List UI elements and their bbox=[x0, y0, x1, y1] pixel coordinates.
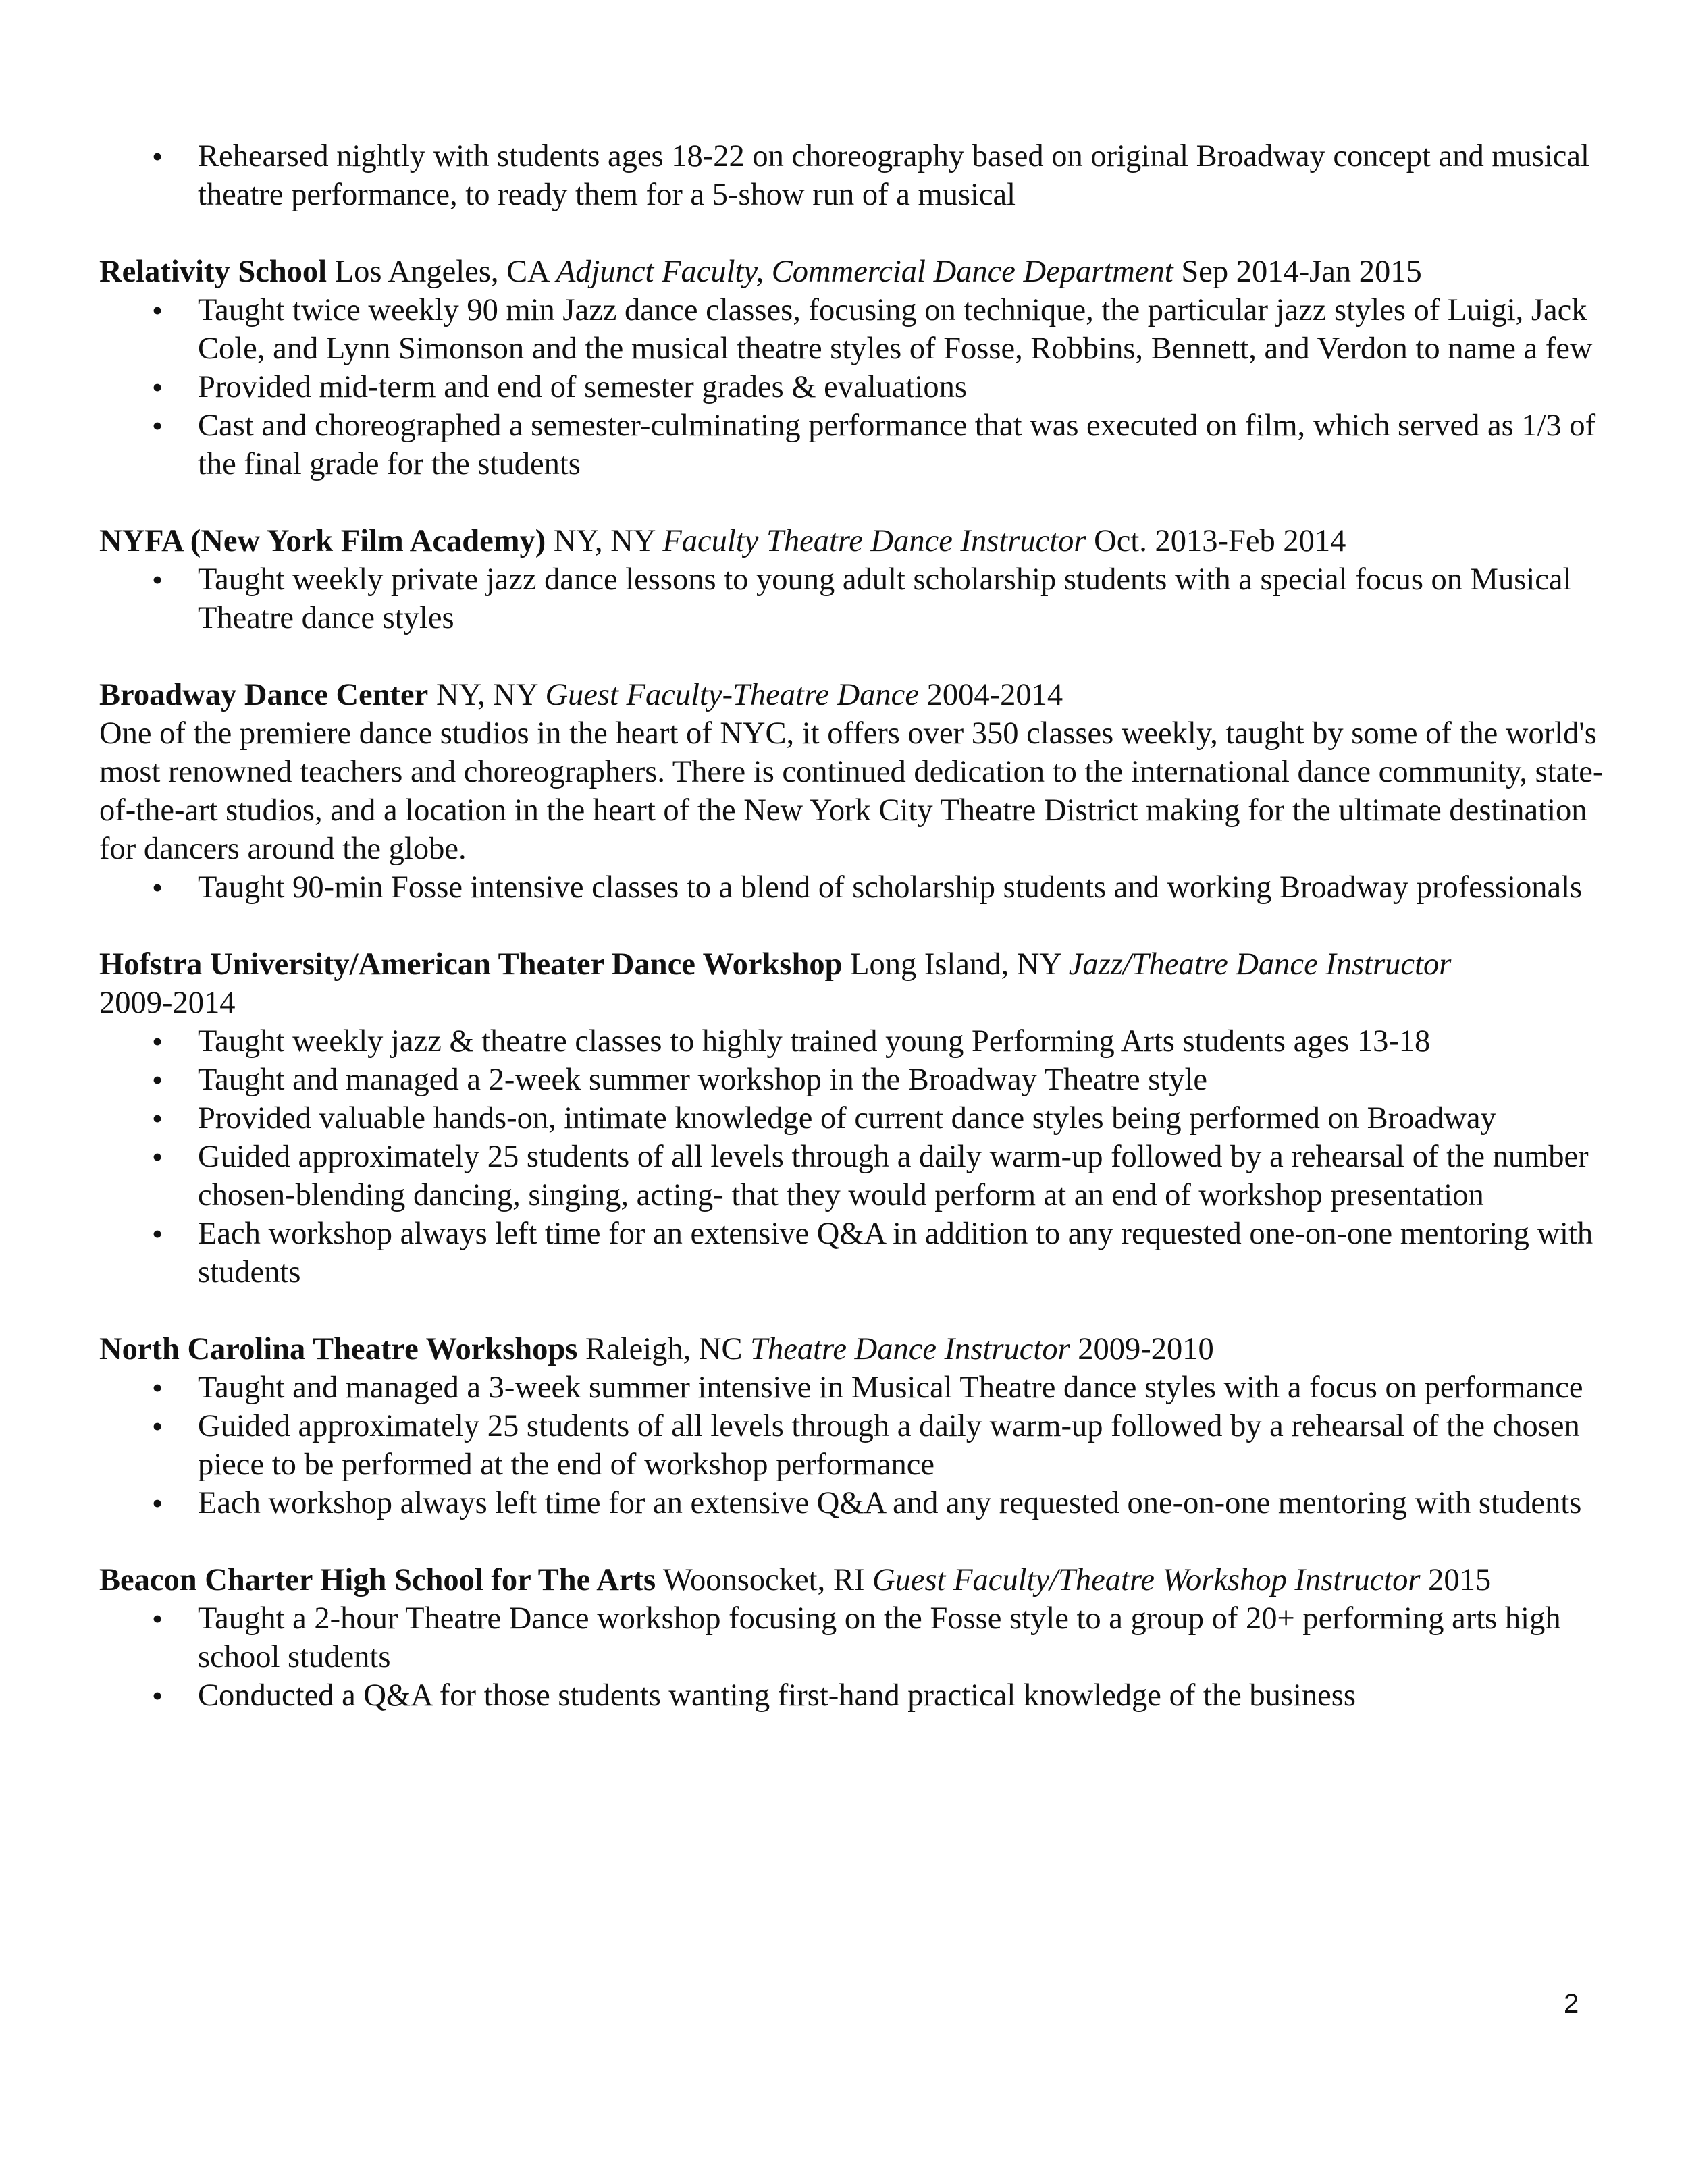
org-name: NYFA (New York Film Academy) bbox=[99, 524, 546, 558]
entry-heading bbox=[99, 522, 1605, 560]
bullet-text: Each workshop always left time for an extensive Q&A and any requested one-on-one mentoring with students bbox=[198, 1486, 1582, 1520]
bullet-list bbox=[99, 1022, 1605, 1291]
bullet-list bbox=[99, 291, 1605, 483]
entry-heading bbox=[99, 676, 1605, 714]
role-title: Adjunct Faculty, Commercial Dance Department bbox=[556, 255, 1173, 289]
list-item bbox=[99, 137, 1605, 214]
bullet-text: Taught twice weekly 90 min Jazz dance classes, focusing on technique, the particular jazz styles of Luigi, Jack Cole, and Lynn Simonson and the musical theatre styles of Fosse, Robbins, Bennett, and Verdon to name a few bbox=[198, 293, 1593, 366]
bullet-text: Taught weekly jazz & theatre classes to highly trained young Performing Arts students ages 13-18 bbox=[198, 1024, 1431, 1059]
org-location: Los Angeles, CA bbox=[334, 255, 549, 289]
bullet-text: Guided approximately 25 students of all levels through a daily warm-up followed by a rehearsal of the chosen piece to be performed at the end of workshop performance bbox=[198, 1409, 1580, 1482]
bullet-icon: • bbox=[152, 562, 163, 597]
bullet-icon: • bbox=[152, 1409, 163, 1443]
entry-dates: 2009-2014 bbox=[99, 986, 236, 1020]
experience-entry-nyfa bbox=[99, 522, 1605, 637]
bullet-text: Guided approximately 25 students of all levels through a daily warm-up followed by a rehearsal of the number chosen-blending dancing, singing, acting- that they would perform at an end of workshop presentation bbox=[198, 1140, 1589, 1213]
bullet-text: Taught weekly private jazz dance lessons to young adult scholarship students with a special focus on Musical Theatre dance styles bbox=[198, 562, 1572, 635]
bullet-list bbox=[99, 560, 1605, 637]
entry-heading bbox=[99, 252, 1605, 291]
bullet-text: Taught 90-min Fosse intensive classes to a blend of scholarship students and working Broadway professionals bbox=[198, 870, 1583, 905]
list-item bbox=[99, 1599, 1605, 1676]
bullet-list bbox=[99, 137, 1605, 214]
list-item bbox=[99, 1676, 1605, 1715]
entry-dates: Sep 2014-Jan 2015 bbox=[1181, 255, 1422, 289]
org-description: One of the premiere dance studios in the heart of NYC, it offers over 350 classes weekly, taught by some of the world's most renowned teachers and choreographers. There is continued dedication to the international dance community, state-of-the-art studios, and a location in the heart of the New York City Theatre District making for the ultimate destination for dancers around the globe. bbox=[99, 716, 1604, 866]
list-item bbox=[99, 1138, 1605, 1215]
entry-dates: 2009-2010 bbox=[1078, 1332, 1214, 1366]
entry-dates: 2004-2014 bbox=[926, 678, 1063, 712]
list-item bbox=[99, 868, 1605, 907]
experience-entry-relativity bbox=[99, 252, 1605, 483]
list-item bbox=[99, 1407, 1605, 1484]
org-location: Woonsocket, RI bbox=[662, 1563, 865, 1597]
bullet-list bbox=[99, 1599, 1605, 1715]
org-name: Broadway Dance Center bbox=[99, 678, 429, 712]
bullet-icon: • bbox=[152, 293, 163, 327]
bullet-icon: • bbox=[152, 1601, 163, 1636]
bullet-text: Rehearsed nightly with students ages 18-22 on choreography based on original Broadway concept and musical theatre performance, to ready them for a 5-show run of a musical bbox=[198, 139, 1589, 212]
list-item bbox=[99, 1215, 1605, 1291]
experience-entry-broadway-dance-center bbox=[99, 676, 1605, 907]
list-item bbox=[99, 406, 1605, 483]
bullet-list bbox=[99, 1368, 1605, 1522]
bullet-icon: • bbox=[152, 408, 163, 443]
role-title: Jazz/Theatre Dance Instructor bbox=[1068, 947, 1452, 982]
org-location: Raleigh, NC bbox=[585, 1332, 743, 1366]
bullet-icon: • bbox=[152, 1140, 163, 1174]
org-location: NY, NY bbox=[553, 524, 655, 558]
list-item bbox=[99, 1061, 1605, 1099]
org-location: NY, NY bbox=[436, 678, 537, 712]
experience-entry-north-carolina bbox=[99, 1330, 1605, 1522]
bullet-icon: • bbox=[152, 1063, 163, 1097]
bullet-icon: • bbox=[152, 1370, 163, 1405]
role-title: Faculty Theatre Dance Instructor bbox=[662, 524, 1086, 558]
role-title: Guest Faculty/Theatre Workshop Instructor bbox=[872, 1563, 1421, 1597]
list-item bbox=[99, 291, 1605, 368]
bullet-text: Each workshop always left time for an extensive Q&A in addition to any requested one-on-one mentoring with students bbox=[198, 1217, 1593, 1289]
resume-page bbox=[99, 137, 1605, 1753]
experience-entry-hofstra bbox=[99, 945, 1605, 1291]
bullet-text: Taught and managed a 2-week summer workshop in the Broadway Theatre style bbox=[198, 1063, 1208, 1097]
list-item bbox=[99, 560, 1605, 637]
bullet-icon: • bbox=[152, 1678, 163, 1713]
org-name: North Carolina Theatre Workshops bbox=[99, 1332, 578, 1366]
bullet-icon: • bbox=[152, 1217, 163, 1251]
page-number: 2 bbox=[1564, 1989, 1579, 2019]
list-item bbox=[99, 1484, 1605, 1522]
bullet-text: Provided valuable hands-on, intimate knowledge of current dance styles being performed on Broadway bbox=[198, 1101, 1496, 1136]
entry-heading bbox=[99, 1330, 1605, 1368]
list-item bbox=[99, 1368, 1605, 1407]
entry-heading bbox=[99, 945, 1605, 1022]
role-title: Theatre Dance Instructor bbox=[750, 1332, 1070, 1366]
bullet-text: Provided mid-term and end of semester grades & evaluations bbox=[198, 370, 967, 404]
entry-heading bbox=[99, 1561, 1605, 1599]
bullet-icon: • bbox=[152, 1024, 163, 1059]
org-name: Beacon Charter High School for The Arts bbox=[99, 1563, 656, 1597]
bullet-icon: • bbox=[152, 870, 163, 905]
org-name: Hofstra University/American Theater Dance Workshop bbox=[99, 947, 843, 982]
bullet-text: Taught a 2-hour Theatre Dance workshop focusing on the Fosse style to a group of 20+ performing arts high school students bbox=[198, 1601, 1561, 1674]
bullet-text: Taught and managed a 3-week summer intensive in Musical Theatre dance styles with a focus on performance bbox=[198, 1370, 1583, 1405]
bullet-icon: • bbox=[152, 1486, 163, 1520]
entry-dates: 2015 bbox=[1428, 1563, 1492, 1597]
org-name: Relativity School bbox=[99, 255, 327, 289]
list-item bbox=[99, 368, 1605, 406]
bullet-icon: • bbox=[152, 1101, 163, 1136]
bullet-text: Cast and choreographed a semester-culminating performance that was executed on film, which served as 1/3 of the final grade for the students bbox=[198, 408, 1596, 481]
entry-dates: Oct. 2013-Feb 2014 bbox=[1094, 524, 1346, 558]
org-location: Long Island, NY bbox=[850, 947, 1061, 982]
list-item bbox=[99, 1099, 1605, 1138]
bullet-text: Conducted a Q&A for those students wanting first-hand practical knowledge of the business bbox=[198, 1678, 1356, 1713]
bullet-list bbox=[99, 868, 1605, 907]
list-item bbox=[99, 1022, 1605, 1061]
bullet-icon: • bbox=[152, 139, 163, 174]
role-title: Guest Faculty-Theatre Dance bbox=[545, 678, 919, 712]
bullet-icon: • bbox=[152, 370, 163, 404]
experience-entry-continued bbox=[99, 137, 1605, 214]
experience-entry-beacon-charter bbox=[99, 1561, 1605, 1715]
